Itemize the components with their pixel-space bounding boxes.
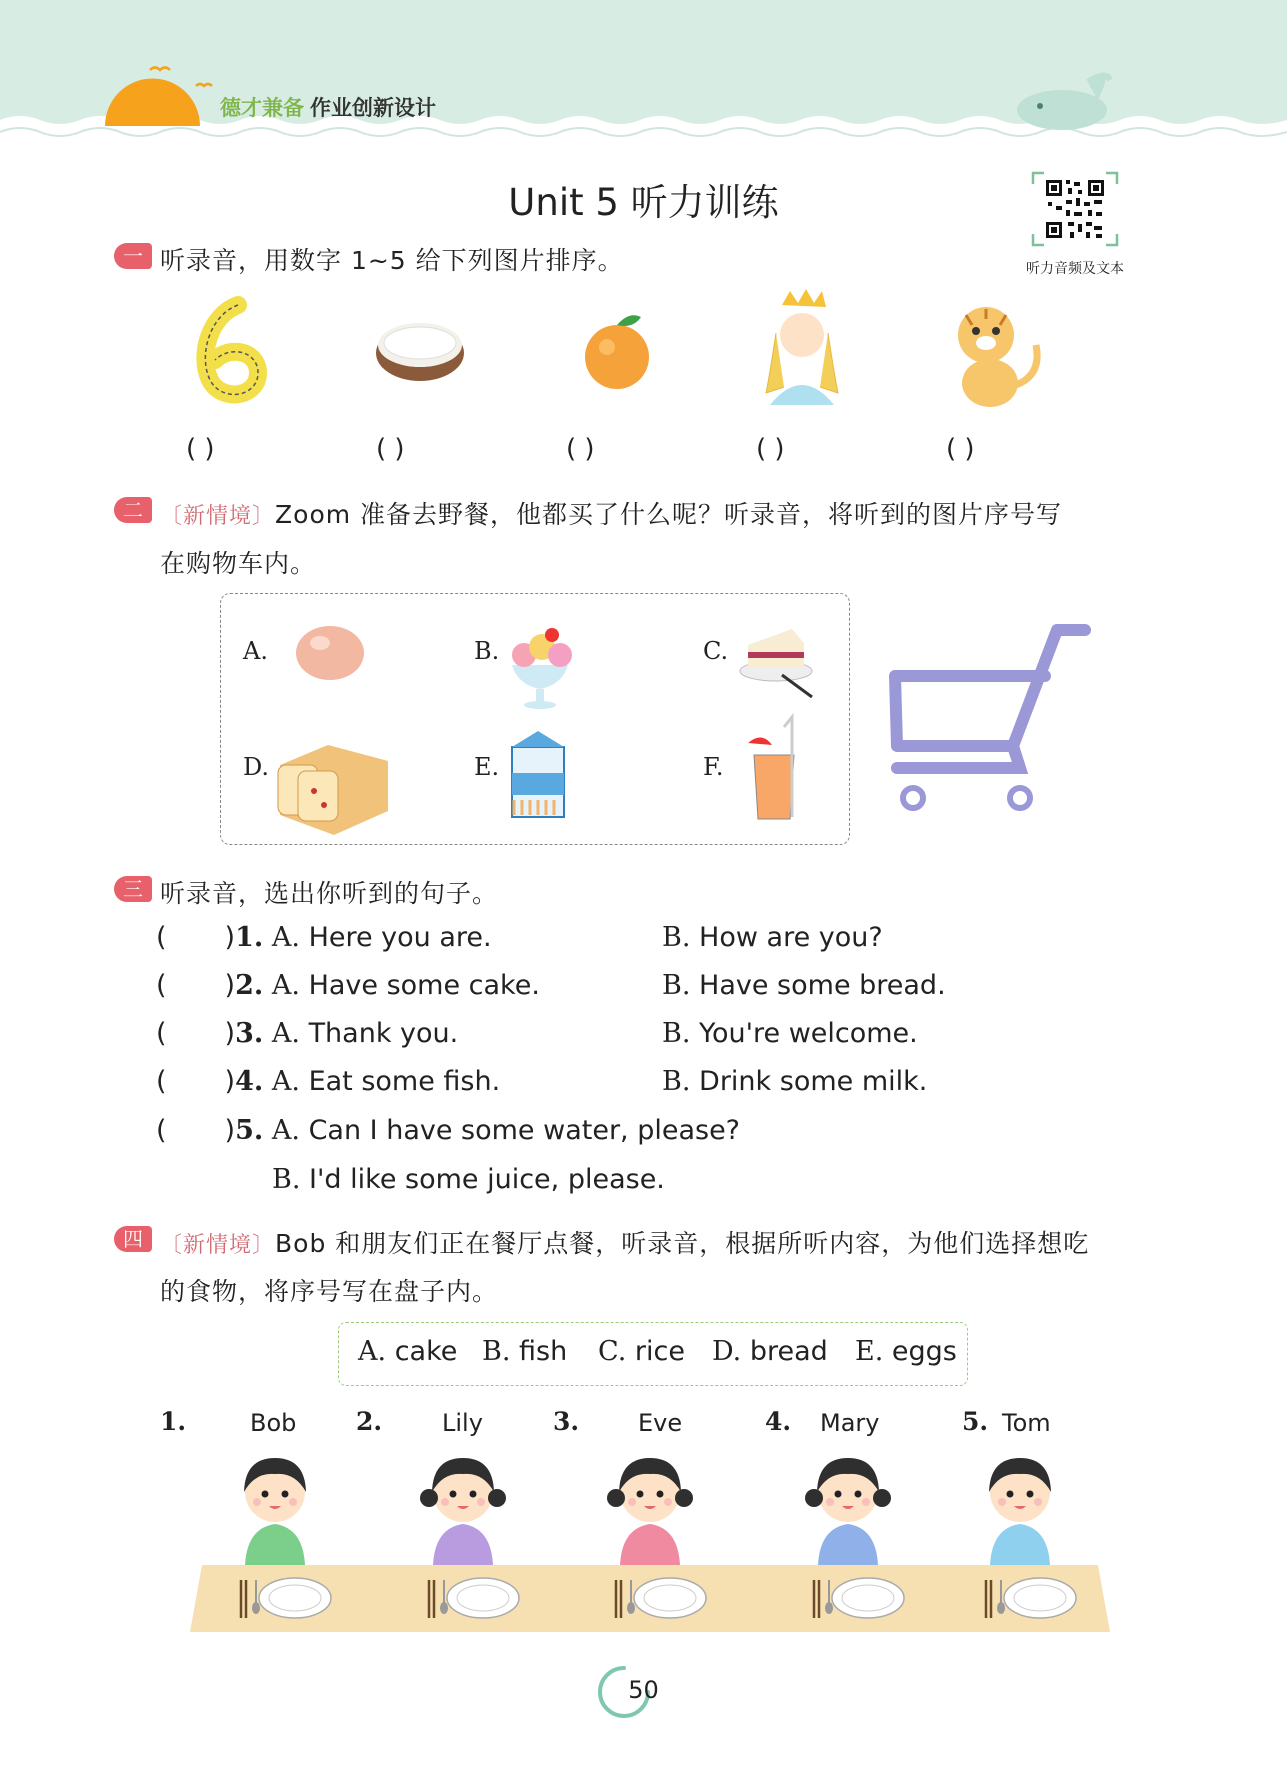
question-number: 1. [235,922,264,953]
kid-figure [244,1458,306,1565]
open-paren[interactable]: ( [156,922,167,953]
section4-text: Bob 和朋友们正在餐厅点餐，听录音，根据所听内容，为他们选择想吃 [275,1229,1090,1258]
option-a: Can I have some water, please? [308,1115,741,1146]
question-row-3: ( )3. A. Thank you. [156,1018,459,1049]
section3-instruction: 听录音，选出你听到的句子。 [160,879,499,908]
question-row-1: ( )1. A. Here you are. [156,922,492,953]
egg-icon [296,626,364,680]
bread-icon [278,745,388,835]
answer-blank-4[interactable]: ( ) [756,434,785,464]
number-six-icon [205,305,258,394]
answer-blank-5[interactable]: ( ) [946,434,975,464]
kid-name-2: Lily [442,1409,483,1437]
section-badge-1: 一 [114,243,152,269]
question-row-4-b: B. Drink some milk. [662,1066,928,1097]
kid-figure [989,1458,1051,1565]
plate-answer-area[interactable] [634,1578,706,1618]
tiger-icon [958,307,1037,407]
option-a: Have some cake. [308,970,540,1001]
plate-answer-area[interactable] [259,1578,331,1618]
kid-number-3: 3. [553,1407,580,1436]
food-label-f: F. [703,753,724,781]
sun-icon [105,79,200,126]
option-a: Thank you. [308,1018,459,1049]
kid-number-1: 1. [160,1407,187,1436]
question-row-3-b: B. You're welcome. [662,1018,918,1049]
section-badge-3: 三 [114,876,152,902]
kid-name-4: Mary [820,1409,880,1437]
kid-number-5: 5. [962,1407,989,1436]
food-label-b: B. [474,637,500,665]
option-b: You're welcome. [699,1018,918,1049]
answer-blank-2[interactable]: ( ) [376,434,405,464]
kid-name-5: Tom [1002,1409,1051,1437]
close-paren: ) [224,1018,236,1049]
open-paren[interactable]: ( [156,970,167,1001]
new-context-tag: 〔新情境〕 [160,1233,276,1258]
cake-icon [740,629,812,697]
answer-blank-1[interactable]: ( ) [186,434,215,464]
plate-answer-area[interactable] [1004,1578,1076,1618]
choice-a: A. cake [358,1336,458,1367]
section2-text: Zoom 准备去野餐，他都买了什么呢？听录音，将听到的图片序号写 [275,500,1063,529]
food-label-c: C. [703,637,729,665]
kid-figure [607,1458,693,1565]
brand-dark-text: 作业创新设计 [310,96,436,120]
shopping-cart-icon [885,618,1095,818]
kid-name-1: Bob [250,1409,297,1437]
option-b: How are you? [699,922,883,953]
whale-icon [1017,75,1110,130]
princess-icon [766,289,838,405]
milk-icon [512,731,564,817]
juice-icon [748,717,794,819]
section1-instruction: 听录音，用数字 1~5 给下列图片排序。 [160,246,624,275]
kid-figure [805,1458,891,1565]
qr-caption: 听力音频及文本 [1026,261,1124,277]
food-label-d: D. [243,753,270,781]
option-b: I'd like some juice, please. [309,1164,665,1195]
brand-green-text: 德才兼备 [220,96,304,120]
close-paren: ) [224,922,236,953]
option-a: Eat some fish. [308,1066,501,1097]
rice-bowl-icon [376,323,464,381]
section4-instruction-line2: 的食物，将序号写在盘子内。 [160,1277,499,1306]
section-badge-2: 二 [114,497,152,523]
section-badge-4: 四 [114,1226,152,1252]
section4-instruction-line1 [160,1224,1089,1260]
question-row-1-b: B. How are you? [662,922,883,953]
page-header [0,0,1287,150]
question-row-5: ( )5. A. Can I have some water, please? [156,1115,741,1146]
orange-icon [585,315,649,389]
page-title: Unit 5 听力训练 [508,181,779,224]
food-label-e: E. [474,753,500,781]
question-row-5-b: B. I'd like some juice, please. [272,1164,665,1195]
option-b: Have some bread. [699,970,946,1001]
kid-number-4: 4. [765,1407,792,1436]
open-paren[interactable]: ( [156,1115,167,1146]
question-row-2: ( )2. A. Have some cake. [156,970,540,1001]
option-a: Here you are. [308,922,492,953]
kid-number-2: 2. [356,1407,383,1436]
kid-name-3: Eve [638,1409,683,1437]
choice-c: C. rice [598,1336,685,1367]
kid-figure [420,1458,506,1565]
section2-instruction-line1 [160,495,1062,531]
question-row-2-b: B. Have some bread. [662,970,946,1001]
page-number: 50 [628,1676,659,1704]
ice-cream-icon [512,628,572,709]
question-row-4: ( )4. A. Eat some fish. [156,1066,501,1097]
plate-answer-area[interactable] [447,1578,519,1618]
section2-instruction-line2: 在购物车内。 [160,549,317,578]
question-number: 2. [235,970,264,1001]
close-paren: ) [224,1066,236,1097]
qr-code-icon[interactable] [1030,170,1120,248]
answer-blank-3[interactable]: ( ) [566,434,595,464]
brand-title [220,92,436,122]
restaurant-table-scene [180,1440,1120,1635]
choice-d: D. bread [712,1336,828,1367]
close-paren: ) [224,1115,236,1146]
close-paren: ) [224,970,236,1001]
plate-answer-area[interactable] [832,1578,904,1618]
question-number: 3. [235,1018,264,1049]
open-paren[interactable]: ( [156,1066,167,1097]
choice-e: E. eggs [855,1336,957,1367]
header-decoration [0,0,1287,150]
new-context-tag: 〔新情境〕 [160,504,276,529]
question-number: 5. [235,1115,264,1146]
option-b: Drink some milk. [699,1066,928,1097]
question-number: 4. [235,1066,264,1097]
food-label-a: A. [243,637,268,665]
section1-pictures [170,285,1130,415]
open-paren[interactable]: ( [156,1018,167,1049]
choice-b: B. fish [482,1336,568,1367]
food-pictures [222,595,846,841]
